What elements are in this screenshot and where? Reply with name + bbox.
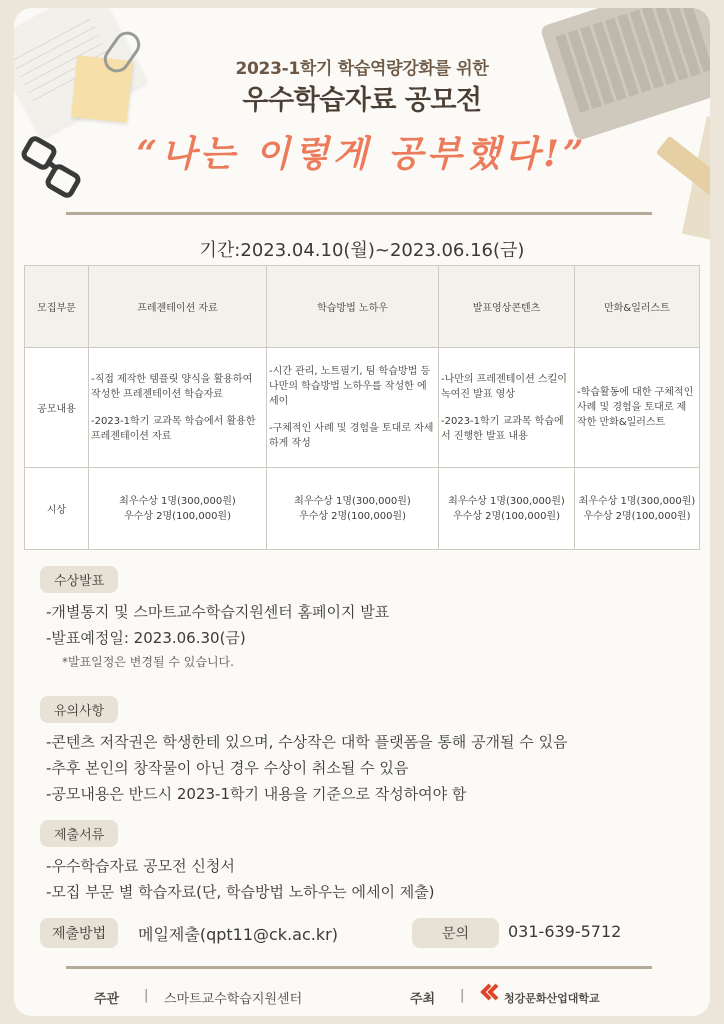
submit-value: 메일제출(qpt11@ck.ac.kr) bbox=[138, 925, 338, 944]
announce-note: *발표일정은 변경될 수 있습니다. bbox=[62, 655, 234, 669]
contact-label: 문의 bbox=[412, 918, 499, 948]
content-item: -나만의 프레젠테이션 스킬이 녹여진 발표 영상 bbox=[441, 373, 567, 400]
caution-line: -추후 본인의 창작물이 아닌 경우 수상이 취소될 수 있음 bbox=[46, 759, 409, 777]
submit-label: 제출방법 bbox=[40, 918, 118, 948]
separator: | bbox=[460, 988, 465, 1003]
prize-second: 우수상 2명(100,000원) bbox=[124, 510, 231, 522]
poster-subtitle: 2023-1학기 학습역량강화를 위한 bbox=[235, 59, 489, 79]
caution-section bbox=[40, 696, 680, 807]
recruit-table bbox=[24, 265, 700, 550]
caution-label: 유의사항 bbox=[40, 696, 118, 723]
prize-second: 우수상 2명(100,000원) bbox=[583, 510, 691, 522]
row-label: 공모내용 bbox=[25, 348, 89, 468]
documents-line: -모집 부문 별 학습자료(단, 학습방법 노하우는 에세이 제출) bbox=[46, 883, 435, 901]
documents-section bbox=[40, 820, 680, 905]
announce-line: -발표예정일: 2023.06.30(금) bbox=[46, 629, 246, 647]
content-item: -시간 관리, 노트필기, 팀 학습방법 등 나만의 학습방법 노하우를 작성한 에세이 bbox=[269, 366, 431, 407]
category-cell: 만화&일러스트 bbox=[575, 266, 700, 348]
content-item: -직접 제작한 템플릿 양식을 활용하여 작성한 프레젠테이션 학습자료 bbox=[91, 373, 253, 400]
prize-second: 우수상 2명(100,000원) bbox=[453, 510, 560, 522]
content-cell bbox=[439, 348, 575, 468]
poster-title: 우수학습자료 공모전 bbox=[242, 85, 482, 116]
prize-first: 최우수상 1명(300,000원) bbox=[294, 495, 411, 507]
prize-first: 최우수상 1명(300,000원) bbox=[578, 495, 696, 507]
announce-line: -개별통지 및 스마트교수학습지원센터 홈페이지 발표 bbox=[46, 603, 390, 621]
content-cell bbox=[267, 348, 439, 468]
row-label: 모집부문 bbox=[25, 266, 89, 348]
prize-first: 최우수상 1명(300,000원) bbox=[448, 495, 565, 507]
organizer-name: 스마트교수학습지원센터 bbox=[164, 992, 303, 1007]
slogan: “나는 이렇게 공부했다!” bbox=[136, 133, 588, 175]
host-label: 주최 bbox=[410, 992, 436, 1007]
ck-logo-icon bbox=[480, 982, 500, 1002]
content-item: -구체적인 사례 및 경험을 토대로 자세하게 작성 bbox=[269, 423, 434, 449]
category-cell: 학습방법 노하우 bbox=[267, 266, 439, 348]
host-name: 청강문화산업대학교 bbox=[504, 992, 600, 1005]
divider bbox=[66, 212, 652, 215]
content-cell bbox=[575, 348, 700, 468]
contest-period: 기간:2023.04.10(월)~2023.06.16(금) bbox=[199, 240, 525, 261]
content-item: -2023-1학기 교과목 학습에서 활용한 프레젠테이션 자료 bbox=[91, 415, 256, 442]
poster bbox=[14, 8, 710, 1016]
announce-section bbox=[40, 566, 680, 673]
caution-line: -공모내용은 반드시 2023-1학기 내용을 기준으로 작성하여야 함 bbox=[46, 785, 467, 803]
caution-line: -콘텐츠 저작권은 학생한테 있으며, 수상작은 대학 플랫폼을 통해 공개될 수 있음 bbox=[46, 733, 568, 751]
documents-label: 제출서류 bbox=[40, 820, 118, 847]
prize-second: 우수상 2명(100,000원) bbox=[299, 510, 406, 522]
separator: | bbox=[144, 988, 149, 1003]
content-item: -학습활동에 대한 구체적인 사례 및 경험을 토대로 제작한 만화&일러스트 bbox=[577, 387, 694, 428]
announce-label: 수상발표 bbox=[40, 566, 118, 593]
content-cell bbox=[89, 348, 267, 468]
contact-value: 031-639-5712 bbox=[508, 922, 622, 941]
prize-cell bbox=[439, 468, 575, 550]
prize-cell bbox=[267, 468, 439, 550]
prize-cell bbox=[575, 468, 700, 550]
footer-divider bbox=[66, 966, 652, 969]
documents-line: -우수학습자료 공모전 신청서 bbox=[46, 857, 235, 875]
prize-cell bbox=[89, 468, 267, 550]
organizer-label: 주관 bbox=[94, 992, 120, 1007]
row-label: 시상 bbox=[25, 468, 89, 550]
prize-first: 최우수상 1명(300,000원) bbox=[119, 495, 236, 507]
category-cell: 발표영상콘텐츠 bbox=[439, 266, 575, 348]
category-cell: 프레젠테이션 자료 bbox=[89, 266, 267, 348]
content-item: -2023-1학기 교과목 학습에서 진행한 발표 내용 bbox=[441, 415, 564, 442]
